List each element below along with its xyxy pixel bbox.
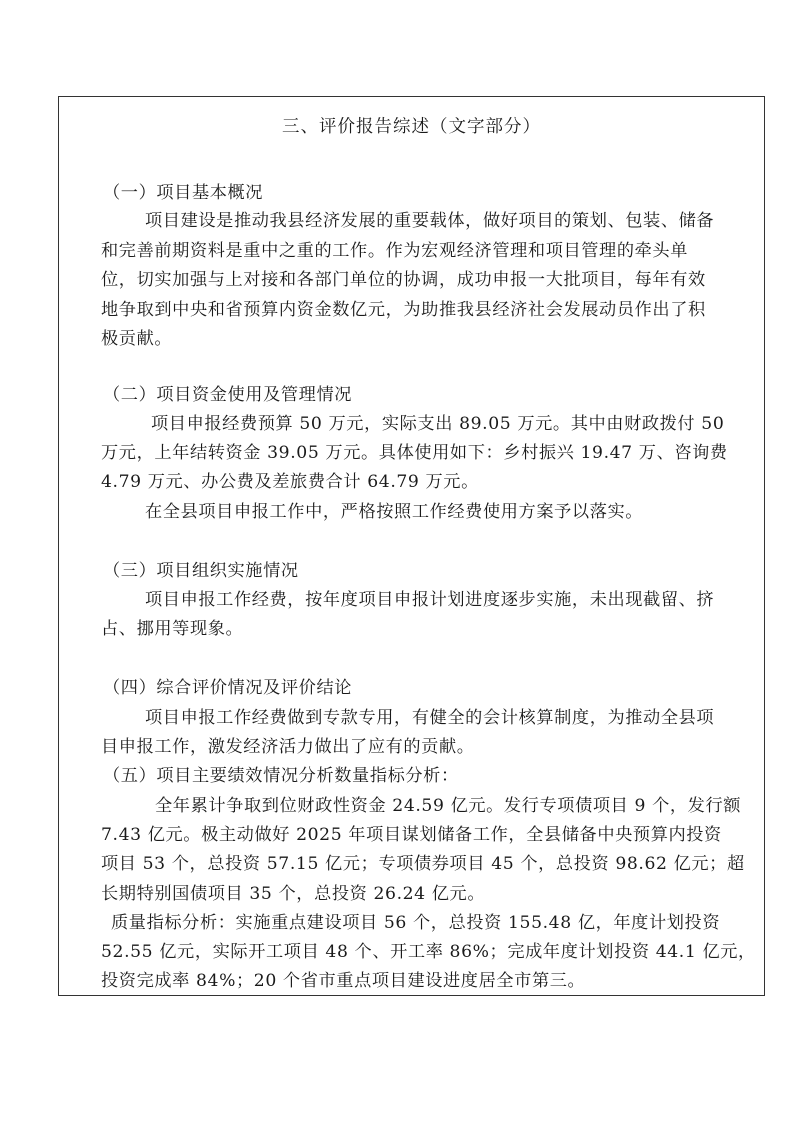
section-5-line: 52.55 亿元，实际开工项目 48 个、开工率 86%；完成年度计划投资 44.1 亿元， — [101, 942, 756, 962]
section-1-line: 项目建设是推动我县经济发展的重要载体，做好项目的策划、包装、储备 — [145, 211, 715, 231]
section-1-line: 和完善前期资料是重中之重的工作。作为宏观经济管理和项目管理的牵头单 — [101, 241, 688, 261]
section-4-line: 项目申报工作经费做到专款专用，有健全的会计核算制度，为推动全县项 — [145, 708, 715, 728]
section-1-line: 地争取到中央和省预算内资金数亿元，为助推我县经济社会发展动员作出了积 — [101, 300, 706, 320]
section-1-heading: （一）项目基本概况 — [103, 183, 264, 203]
section-2-line: 项目申报经费预算 50 万元，实际支出 89.05 万元。其中由财政拨付 50 — [151, 414, 725, 434]
report-frame — [58, 96, 765, 996]
section-4-heading: （四）综合评价情况及评价结论 — [103, 678, 353, 698]
section-5-line: 质量指标分析：实施重点建设项目 56 个，总投资 155.48 亿，年度计划投资 — [111, 913, 721, 933]
section-5-line: 项目 53 个，总投资 57.15 亿元；专项债券项目 45 个，总投资 98.62 亿元；超 — [101, 854, 745, 874]
section-5-line: 投资完成率 84%；20 个省市重点项目建设进度居全市第三。 — [101, 971, 586, 991]
section-3-line: 占、挪用等现象。 — [101, 619, 244, 639]
section-2-heading: （二）项目资金使用及管理情况 — [103, 385, 353, 405]
section-1-line: 位，切实加强与上对接和各部门单位的协调，成功申报一大批项目，每年有效 — [101, 270, 706, 290]
section-2-line: 在全县项目申报工作中，严格按照工作经费使用方案予以落实。 — [145, 502, 644, 522]
section-4-line: 目申报工作，激发经济活力做出了应有的贡献。 — [101, 737, 475, 757]
section-3-line: 项目申报工作经费，按年度项目申报计划进度逐步实施，未出现截留、挤 — [145, 590, 715, 610]
section-5-heading: （五）项目主要绩效情况分析数量指标分析： — [103, 766, 459, 786]
section-3-heading: （三）项目组织实施情况 — [103, 561, 299, 581]
section-5-line: 长期特别国债项目 35 个，总投资 26.24 亿元。 — [101, 884, 486, 904]
section-2-line: 4.79 万元、办公费及差旅费合计 64.79 万元。 — [101, 472, 479, 492]
document-title: 三、评价报告综述（文字部分） — [282, 117, 541, 137]
section-5-line: 全年累计争取到位财政性资金 24.59 亿元。发行专项债项目 9 个，发行额 — [155, 796, 742, 816]
section-2-line: 万元，上年结转资金 39.05 万元。具体使用如下：乡村振兴 19.47 万、咨询费 — [101, 443, 728, 463]
section-1-line: 极贡献。 — [101, 329, 173, 349]
section-5-line: 7.43 亿元。极主动做好 2025 年项目谋划储备工作，全县储备中央预算内投资 — [101, 825, 722, 845]
